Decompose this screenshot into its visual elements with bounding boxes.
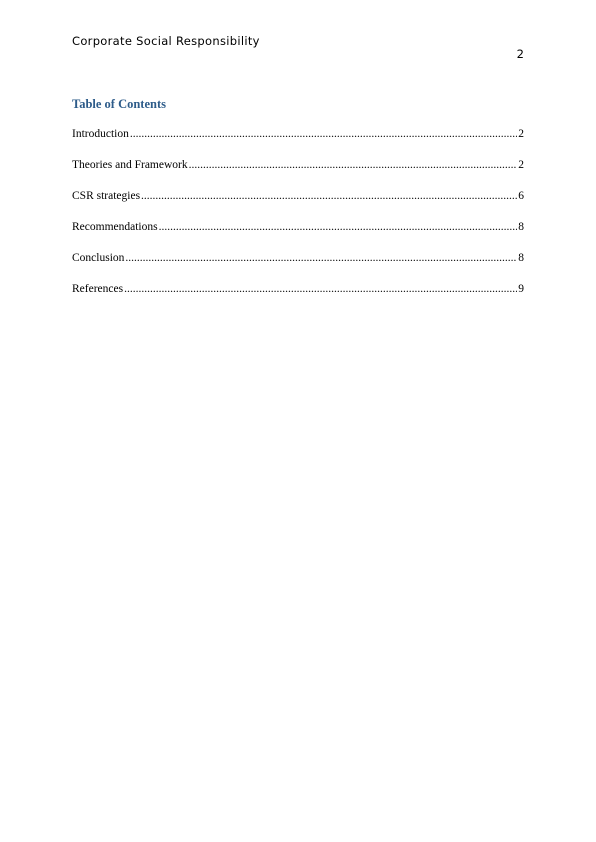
toc-entry-title: Recommendations <box>72 221 158 233</box>
toc-entry-page: 6 <box>518 190 524 202</box>
toc-entry-page: 8 <box>518 252 524 264</box>
toc-dot-leader <box>189 159 518 171</box>
toc-entry-conclusion[interactable] <box>72 252 524 267</box>
toc-entry-theories-and-framework[interactable] <box>72 159 524 174</box>
toc-entry-title: References <box>72 283 124 295</box>
toc-entry-page: 9 <box>518 283 524 295</box>
toc-entry-title: CSR strategies <box>72 190 141 202</box>
toc-heading: Table of Contents <box>72 97 166 111</box>
toc-entry-page: 2 <box>518 159 524 171</box>
toc-dot-leader <box>130 128 517 140</box>
toc-dot-leader <box>125 252 517 264</box>
toc-entry-recommendations[interactable] <box>72 221 524 236</box>
toc-entry-title: Conclusion <box>72 252 125 264</box>
toc-dot-leader <box>141 190 517 202</box>
page-number: 2 <box>516 47 524 61</box>
running-header-title: Corporate Social Responsibility <box>72 34 260 48</box>
toc-entry-title: Theories and Framework <box>72 159 188 171</box>
toc-dot-leader <box>159 221 518 233</box>
table-of-contents <box>72 128 524 314</box>
toc-entry-page: 8 <box>518 221 524 233</box>
toc-entry-references[interactable] <box>72 283 524 298</box>
toc-entry-introduction[interactable] <box>72 128 524 143</box>
toc-entry-title: Introduction <box>72 128 129 140</box>
toc-dot-leader <box>124 283 517 295</box>
toc-entry-csr-strategies[interactable] <box>72 190 524 205</box>
toc-entry-page: 2 <box>518 128 524 140</box>
